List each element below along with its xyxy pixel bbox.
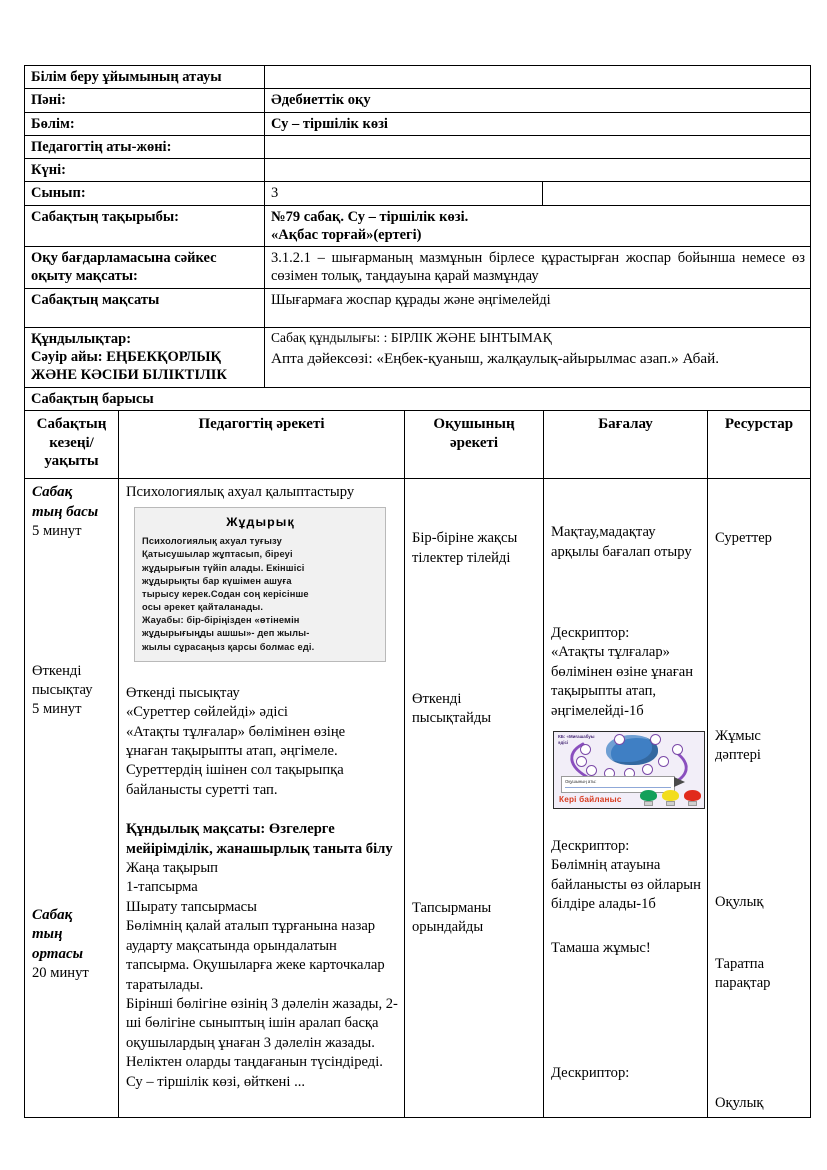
spacer [715,994,804,1094]
lesson-goal-label: Сабақтың мақсаты [25,288,265,327]
stage-name-line2: пысықтау [32,682,93,699]
teacher-name-value [265,135,811,158]
stage-name-line1: Сабақ [32,484,73,501]
slide-line: жұдырығыңды ашшы»- деп жылы- [142,628,310,639]
slide-line: Психологиялық ахуал туғызу [142,536,282,547]
slide-line: жұдырығын түйіп алады. Екіншісі [142,562,305,573]
week-quote-line: Апта дәйексөзі: «Еңбек-қуаныш, жалқаулық-айырылмас азап.» Абай. [271,349,720,367]
curriculum-objective-value: 3.1.2.1 – шығарманың мазмұнын бірлесе құрастырған жоспар бойынша немесе өз сөзімен толық, таңдауына қарай мазмұндау [265,247,811,289]
values-label-line1: Құндылықтар: [31,330,132,347]
lesson-goal-value: Шығармаға жоспар құрады және әңгімелейді [265,288,811,327]
spacer [412,568,537,690]
table-row [25,135,811,158]
stage-time: 5 минут [32,701,82,718]
col-header-stage: Сабақтың кезеңі/ уақыты [25,410,119,478]
resource-item: Суреттер [715,530,772,547]
values-value [265,327,811,387]
node-dot-icon [658,756,669,767]
yellow-lamp-icon [662,790,679,806]
stage-item-review [32,662,112,720]
slide-line: жұдырықты бар күшімен ашуға [142,575,292,586]
name-input-graphic [561,776,675,793]
pupil-line: тілектер тілейді [412,549,511,566]
resource-item: Таратпа парақтар [715,955,771,992]
new-topic-line: Жаңа тақырып [126,860,218,877]
col-header-teacher-action: Педагогтің әрекеті [119,410,405,478]
stage-name-line2: тың басы [32,503,99,520]
stage-name-line3: ортасы [32,945,84,962]
green-lamp-icon [640,790,657,806]
table-row [25,66,811,89]
picture-header-line2: әдісі [558,739,569,745]
stage-name-line2: тың [32,926,63,943]
review-line: ұнаған тақырыпты атап, әңгімеле. [126,743,338,760]
resource-item: Оқулық [715,894,764,911]
values-label-line2: Сәуір айы: ЕҢБЕКҚОРЛЫҚ [31,349,222,366]
lesson-progress-title: Сабақтың барысы [25,387,811,410]
node-dot-icon [576,756,587,767]
descriptor-body: «Атақты тұлғалар» бөлімінен өзіне ұнаған тақырыпты атап, әңгімелейді-1б [551,644,694,719]
org-name-label: Білім беру ұйымының атауы [25,66,265,89]
slide-line: Жауабы: бір-біріңізден «өтінемін [142,615,300,626]
stage-time: 20 минут [32,965,89,982]
curriculum-objective-label [25,247,265,289]
fist-activity-slide [134,507,386,662]
table-row [25,479,811,1118]
curriculum-objective-label-line2: оқыту мақсаты: [31,268,138,285]
pupil-item-3 [412,899,537,938]
node-dot-icon [642,764,653,775]
slide-title: Жұдырық [226,514,295,529]
table-row [25,247,811,289]
teacher-name-label: Педагогтің аты-жөні: [25,135,265,158]
assessment-cell [544,479,708,1118]
spacer [551,915,701,939]
resource-item: Жұмыс дәптері [715,727,761,764]
table-row [25,112,811,135]
org-name-value [265,66,811,89]
values-label [25,327,265,387]
new-topic-line: 1-тапсырма [126,879,198,896]
review-line: «Атақты тұлғалар» бөлімінен өзіңе [126,723,346,740]
class-label: Сынып: [25,182,265,205]
table-row [25,387,811,410]
pupil-item-1 [412,529,537,568]
spacer [715,913,804,955]
assessment-item-5: Дескриптор: [551,1065,630,1082]
table-row [25,89,811,112]
lesson-header-table [24,65,811,411]
review-line: Өткенді пысықтау [126,684,240,701]
stage-time: 5 минут [32,523,82,540]
assessment-item-3 [551,837,701,915]
picture-header-line1: КБ: «Миғашабуы [558,734,595,740]
subject-label: Пәні: [25,89,265,112]
task-last-line: Су – тіршілік көзі, өйткені ... [126,1073,306,1090]
node-dot-icon [672,744,683,755]
pupil-action-cell [405,479,544,1118]
topic-line-1: №79 сабақ. Су – тіршілік көзі. [271,208,469,225]
spacer [126,800,398,820]
spacer [715,765,804,893]
node-dot-icon [586,765,597,776]
review-line: байланысты суретті тап. [126,781,278,798]
stage-cell [25,479,119,1118]
pupil-line: орындайды [412,919,484,936]
node-dot-icon [650,734,661,745]
spacer [551,958,701,1064]
descriptor-label: Дескриптор: [551,625,630,642]
lesson-progress-table [24,410,811,1118]
spacer [715,483,804,529]
assessment-item-4: Тамаша жұмыс! [551,939,651,956]
date-label: Күні: [25,159,265,182]
feedback-label: Кері байланыс [559,795,622,805]
spacer [551,562,701,624]
table-row [25,327,811,387]
pen-icon [674,777,685,787]
spacer [715,549,804,727]
col-header-assessment: Бағалау [544,410,708,478]
spacer [32,720,112,806]
slide-line: Қатысушылар жұптасып, біреуі [142,549,293,560]
date-value [265,159,811,182]
stage-name-line1: Өткенді [32,662,82,679]
descriptor-body: Бөлімнің атауына байланысты өз ойларын білдіре алады-1б [551,857,701,913]
review-line: «Суреттер сөйлейді» әдісі [126,704,288,721]
lesson-value-line: Сабақ құндылығы: : БІРЛІК ЖӘНЕ ЫНТЫМАҚ [271,329,552,345]
assessment-item-2 [551,624,701,721]
assessment-item-1: Мақтау,мадақтау арқылы бағалап отыру [551,524,692,560]
review-method-block [126,684,398,800]
psych-climate-text: Психологиялық ахуал қалыптастыру [126,484,355,501]
class-extra-cell [543,182,811,205]
pupil-line: пысықтайды [412,710,492,727]
new-topic-line: Шырату тапсырмасы [126,898,257,915]
pupil-line: Өткенді [412,691,462,708]
stage-item-middle [32,906,112,984]
spacer [551,483,701,523]
slide-body [142,535,379,654]
subject-value: Әдебиеттік оқу [265,89,811,112]
values-label-line3: ЖӘНЕ КӘСІБИ БІЛІКТІЛІК [31,367,227,384]
input-rule [565,787,671,788]
table-row [25,288,811,327]
stage-name-line1: Сабақ [32,906,73,923]
section-label: Бөлім: [25,112,265,135]
col-header-pupil-action: Оқушының әрекеті [405,410,544,478]
review-line: Суреттердің ішінен сол тақырыпқа [126,762,344,779]
feedback-picture [553,731,705,809]
class-value: 3 [265,182,543,205]
topic-line-2: «Ақбас торғай»(ертегі) [271,226,422,243]
table-row [25,182,811,205]
spacer [32,892,112,906]
table-row [25,205,811,247]
slide-line: тырысу керек.Содан соң керісінше [142,588,309,599]
table-row [25,159,811,182]
task-paragraph-2: Бірінші бөлігіне өзінің 3 дәлелін жазады, 2-ші бөлігіне сыныптың ішін аралап басқа оқушылардың ұнаған 3 дәлелін жазады. Неліктен оларды таңдағанын түсіндіреді. [126,995,398,1071]
resources-cell [708,479,811,1118]
topic-value [265,205,811,247]
red-lamp-icon [684,790,701,806]
descriptor-label: Дескриптор: [551,838,630,855]
spacer [126,662,398,684]
curriculum-objective-label-line1: Оқу бағдарламасына сәйкес [31,250,217,267]
spacer [32,628,112,662]
section-value: Су – тіршілік көзі [265,112,811,135]
name-input-label: Оқушының аты: [565,779,597,785]
spacer [32,806,112,892]
spacer [412,729,537,899]
node-dot-icon [614,734,625,745]
value-goal-text: Құндылық мақсаты: Өзгелерге мейірімділік, жанашырлық таныта білу [126,821,393,857]
new-topic-block [126,859,398,917]
table-header-row [25,410,811,478]
pupil-line: Бір-біріне жақсы [412,530,518,547]
pupil-item-2 [412,690,537,729]
col-header-resources: Ресурстар [708,410,811,478]
spacer [551,809,701,837]
topic-label: Сабақтың тақырыбы: [25,205,265,247]
slide-line: осы әрекет қайталанады. [142,602,264,613]
teacher-action-cell [119,479,405,1118]
resource-item: Оқулық [715,1094,764,1111]
node-dot-icon [580,744,591,755]
spacer [412,483,537,529]
stage-item-beginning [32,483,112,541]
slide-line: жылы сұрасаңыз қарсы болмас еді. [142,641,315,652]
task-paragraph-1: Бөлімнің қалай аталып тұрғанына назар аударту мақсатында орындалатын тапсырма. Оқушыларға жеке карточкалар таратылады. [126,918,385,993]
pupil-line: Тапсырманы [412,899,492,916]
spacer [32,542,112,628]
